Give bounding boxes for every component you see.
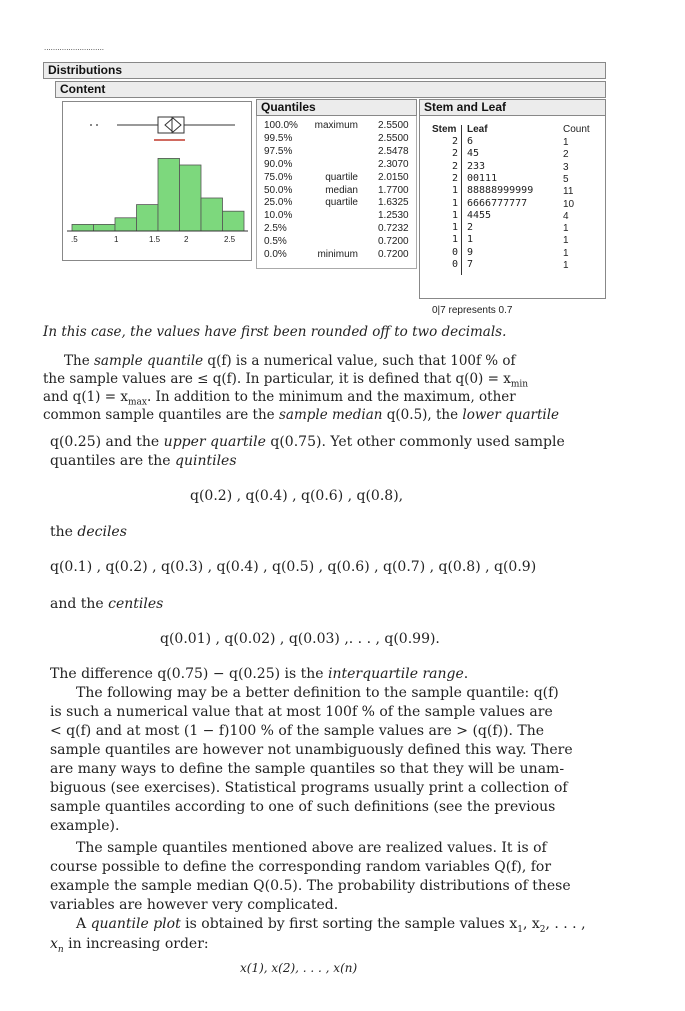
- quantile-value: 1.2530: [378, 210, 409, 222]
- leaf-value: 233: [467, 160, 486, 172]
- paragraph-line: and the centiles: [50, 596, 164, 612]
- leaf-value: 1: [467, 234, 474, 246]
- content-title: Content: [60, 82, 106, 96]
- boxplot-outlier: [96, 124, 98, 126]
- distributions-title: Distributions: [48, 63, 122, 77]
- paragraph-line: the deciles: [50, 524, 127, 540]
- equation-quintiles: q(0.2) , q(0.4) , q(0.6) , q(0.8),: [190, 488, 404, 504]
- quantile-value: 2.5478: [378, 145, 409, 157]
- histogram-bar: [158, 158, 180, 231]
- quantile-pct: 100.0%: [264, 120, 298, 131]
- paragraph-line: The following may be a better definition to the sample quantile: q(f): [76, 685, 559, 701]
- quantile-pct: 0.0%: [264, 249, 287, 260]
- quantile-pct: 90.0%: [264, 158, 293, 170]
- leaf-value: 7: [467, 259, 474, 270]
- paragraph-line: example).: [50, 818, 120, 834]
- quantile-pct: 2.5%: [264, 223, 287, 235]
- quantile-value: 2.3070: [378, 158, 409, 170]
- quantile-name: quartile: [325, 197, 358, 209]
- stem-leaf-header[interactable]: [419, 99, 606, 116]
- count-value: 1: [563, 137, 569, 148]
- stem-value: 2: [452, 148, 459, 160]
- paragraph-line: course possible to define the corresponding random variables Q(f), for: [50, 859, 552, 875]
- stem-value: 0: [452, 259, 459, 270]
- stem-value: 2: [452, 172, 459, 184]
- quantile-pct: 0.5%: [264, 236, 287, 248]
- leaf-value: 45: [467, 148, 480, 160]
- paragraph-line: The sample quantiles mentioned above are realized values. It is of: [76, 840, 547, 856]
- quantile-pct: 10.0%: [264, 210, 293, 222]
- stem-leaf-legend: 0|7 represents 0.7: [432, 305, 513, 316]
- quantiles-header[interactable]: [256, 99, 417, 116]
- paragraph-line: sample quantiles according to one of such definitions (see the previous: [50, 799, 556, 815]
- stem-value: 1: [452, 209, 459, 221]
- stem-value: 0: [452, 246, 459, 258]
- leaf-value: 9: [467, 246, 474, 258]
- paragraph-line: The difference q(0.75) − q(0.25) is the interquartile range.: [50, 666, 469, 682]
- count-value: 4: [563, 210, 569, 222]
- paragraph-line: The sample quantile q(f) is a numerical value, such that 100f % of: [64, 353, 516, 369]
- paragraph-line: common sample quantiles are the sample median q(0.5), the lower quartile: [43, 407, 560, 423]
- quantile-name: quartile: [325, 171, 358, 183]
- histogram-bar: [201, 198, 223, 231]
- stem-value: 1: [452, 197, 459, 209]
- quantile-name: maximum: [314, 120, 358, 131]
- paragraph-line: and $q(1) = x_{max}$. In addition to the minimum and the maximum, other: [43, 389, 516, 408]
- caption: In this case, the values have first been rounded off to two decimals.: [43, 324, 507, 340]
- histogram-chart: [63, 102, 253, 262]
- equation-deciles: q(0.1) , q(0.2) , q(0.3) , q(0.4) , q(0.5) , q(0.6) , q(0.7) , q(0.8) , q(0.9): [50, 559, 537, 575]
- histogram-bar: [137, 205, 159, 231]
- histogram-tick-label: .5: [71, 235, 78, 244]
- paragraph-line: A quantile plot is obtained by first sorting the sample values $x_1$, $x_2$, . . . ,: [76, 916, 586, 935]
- quantile-name: minimum: [317, 249, 358, 260]
- stem-value: 2: [452, 136, 459, 147]
- stem-value: 1: [452, 234, 459, 246]
- stem-value: 2: [452, 160, 459, 172]
- page-header-fragment: ...........................: [44, 43, 105, 52]
- paragraph-line: the sample values are ≤ q(f). In particular, it is defined that $q(0) = x_{min}$: [43, 371, 529, 390]
- histogram-bar: [223, 211, 245, 231]
- paragraph-line: are many ways to define the sample quantiles so that they will be unam-: [50, 761, 565, 777]
- stem-column-header: Stem: [432, 124, 457, 135]
- stem-divider: [461, 125, 462, 275]
- histogram-bar: [94, 224, 116, 231]
- histogram-tick-label: 1.5: [149, 235, 161, 244]
- paragraph-line: biguous (see exercises). Statistical programs usually print a collection of: [50, 780, 568, 796]
- paragraph-line: example the sample median Q(0.5). The probability distributions of these: [50, 878, 571, 894]
- quantile-pct: 25.0%: [264, 197, 293, 209]
- stem-value: 1: [452, 222, 459, 234]
- quantile-pct: 75.0%: [264, 171, 293, 183]
- stem-value: 1: [452, 185, 459, 197]
- count-value: 3: [563, 161, 569, 173]
- quantile-value: 1.7700: [378, 184, 409, 196]
- count-value: 11: [563, 186, 574, 198]
- paragraph-line: quantiles are the quintiles: [50, 453, 237, 469]
- distributions-header[interactable]: [43, 62, 606, 79]
- count-value: 1: [563, 223, 569, 235]
- quantile-value: 0.7200: [378, 236, 409, 248]
- count-value: 1: [563, 247, 569, 259]
- quantile-value: 2.5500: [378, 120, 409, 131]
- equation-sorted: x(1), x(2), . . . , x(n): [240, 961, 358, 975]
- quantile-value: 2.0150: [378, 171, 409, 183]
- count-value: 10: [563, 198, 575, 210]
- stem-leaf-title: Stem and Leaf: [424, 100, 507, 114]
- quantile-pct: 97.5%: [264, 145, 293, 157]
- leaf-value: 88888999999: [467, 185, 534, 197]
- boxplot-outlier: [90, 124, 92, 126]
- histogram-panel: [62, 101, 252, 261]
- paragraph-line: is such a numerical value that at most 100f % of the sample values are: [50, 704, 553, 720]
- content-header[interactable]: [55, 81, 606, 98]
- leaf-value: 6666777777: [467, 197, 528, 209]
- leaf-value: 2: [467, 222, 474, 234]
- quantile-pct: 99.5%: [264, 132, 293, 144]
- leaf-value: 4455: [467, 209, 492, 221]
- equation-centiles: q(0.01) , q(0.02) , q(0.03) ,. . . , q(0.99).: [160, 631, 440, 647]
- paragraph-line: $x_n$ in increasing order:: [50, 936, 209, 955]
- quantile-pct: 50.0%: [264, 184, 293, 196]
- quantiles-title: Quantiles: [261, 100, 316, 114]
- count-value: 1: [563, 235, 569, 247]
- quantile-value: 1.6325: [378, 197, 409, 209]
- count-value: 5: [563, 173, 569, 185]
- leaf-column-header: Leaf: [467, 124, 488, 135]
- quantile-value: 0.7200: [378, 249, 409, 260]
- leaf-value: 00111: [467, 172, 498, 184]
- quantile-value: 0.7232: [378, 223, 409, 235]
- histogram-tick-label: 1: [114, 235, 119, 244]
- quantile-value: 2.5500: [378, 132, 409, 144]
- histogram-tick-label: 2: [184, 235, 189, 244]
- paragraph-line: sample quantiles are however not unambiguously defined this way. There: [50, 742, 573, 758]
- histogram-tick-label: 2.5: [224, 235, 236, 244]
- quantile-name: median: [325, 184, 358, 196]
- count-value: 1: [563, 260, 569, 271]
- paragraph-line: < q(f) and at most (1 − f)100 % of the sample values are > (q(f)). The: [50, 723, 545, 739]
- count-column-header: Count: [563, 124, 590, 135]
- leaf-value: 6: [467, 136, 474, 147]
- histogram-bar: [72, 224, 94, 231]
- paragraph-line: q(0.25) and the upper quartile q(0.75). Yet other commonly used sample: [50, 434, 565, 450]
- count-value: 2: [563, 149, 569, 161]
- histogram-bar: [115, 218, 137, 231]
- paragraph-line: variables are however very complicated.: [50, 897, 339, 913]
- histogram-bar: [180, 165, 202, 231]
